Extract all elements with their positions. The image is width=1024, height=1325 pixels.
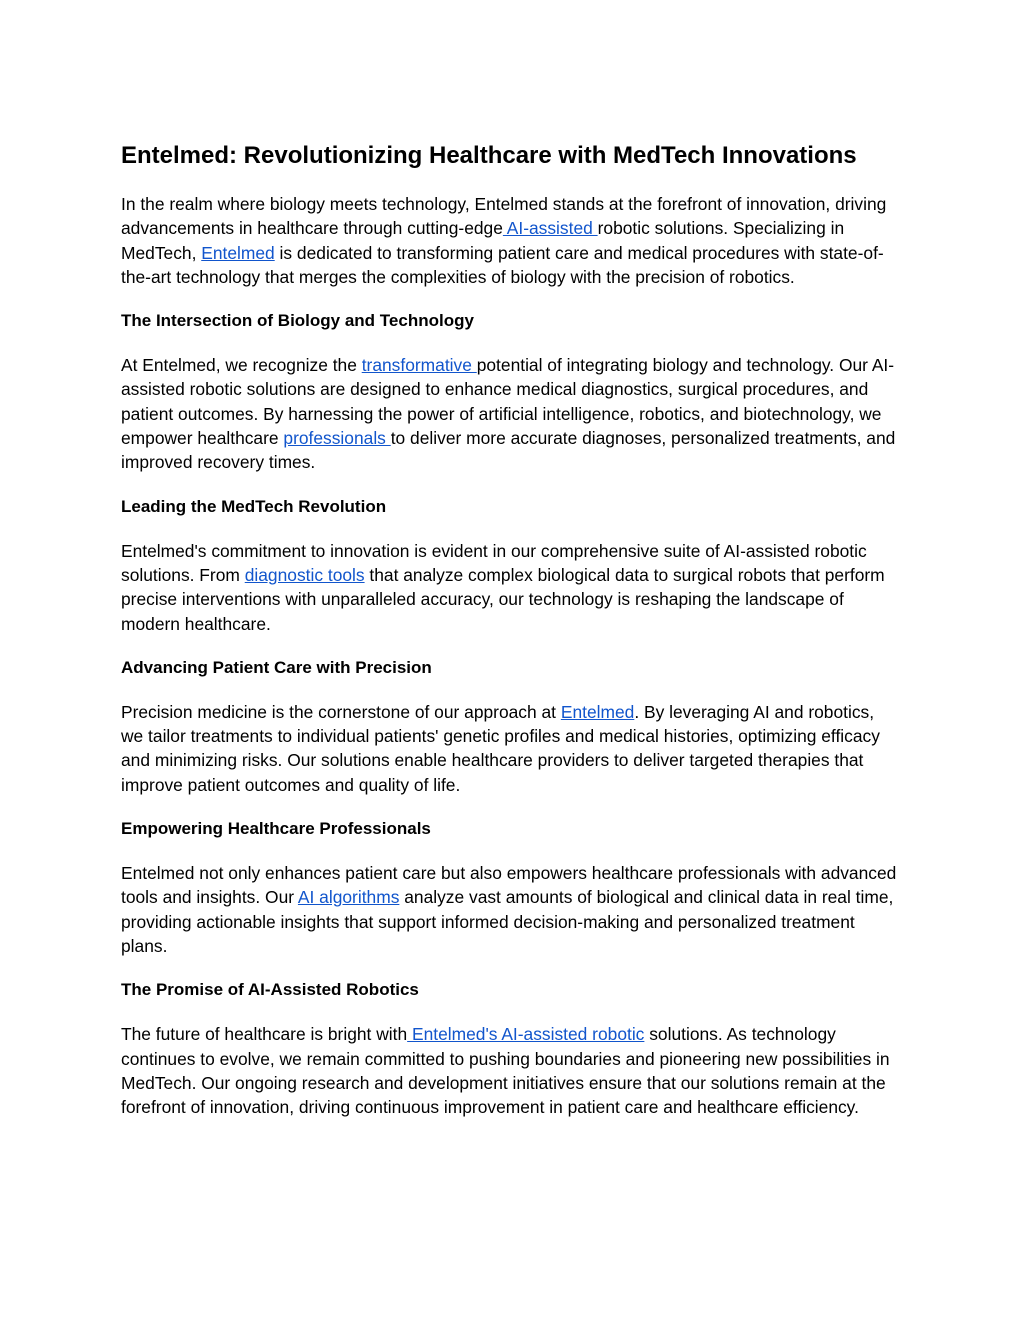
section-heading-revolution: Leading the MedTech Revolution	[121, 496, 387, 516]
section4-text-2: analyze vast amounts of biological and clinical data in real time, providing actionable insights that support informed decision-making and personalized treatment plans.	[121, 887, 894, 956]
section-paragraph-revolution	[121, 539, 901, 636]
professionals-link[interactable]: professionals	[283, 428, 391, 449]
intro-text-3: is dedicated to transforming patient care and medical procedures with state-of-the-art technology that merges the complexities of biology with the precision of robotics.	[121, 242, 884, 287]
section1-text-2: potential of integrating biology and technology. Our AI-assisted robotic solutions are designed to enhance medical diagnostics, surgical procedures, and patient outcomes. By harnessing the power of artificial intelligence, robotics, and biotechnology, we empower healthcare	[121, 355, 895, 449]
page-title: Entelmed: Revolutionizing Healthcare with MedTech Innovations	[121, 142, 857, 169]
section3-text-1: Precision medicine is the cornerstone of our approach at	[121, 701, 561, 722]
section-paragraph-robotics	[121, 1022, 901, 1119]
section-paragraph-professionals	[121, 861, 901, 958]
intro-text-2: robotic solutions. Specializing in MedTech,	[121, 218, 845, 263]
section-heading-intersection: The Intersection of Biology and Technology	[121, 311, 474, 331]
section1-text-3: to deliver more accurate diagnoses, personalized treatments, and improved recovery times.	[121, 428, 896, 473]
ai-algorithms-link[interactable]: AI algorithms	[297, 887, 400, 908]
section5-text-1: The future of healthcare is bright with	[121, 1024, 408, 1045]
section4-text-1: Entelmed not only enhances patient care but also empowers healthcare professionals with advanced tools and insights. Our	[121, 863, 897, 908]
ai-assisted-link[interactable]: AI-assisted	[502, 218, 598, 239]
section2-text-2: that analyze complex biological data to surgical robots that perform precise interventions with unparalleled accuracy, our technology is reshaping the landscape of modern healthcare.	[121, 564, 885, 634]
entelmed-link[interactable]: Entelmed	[201, 242, 275, 263]
section5-text-2: solutions. As technology continues to evolve, we remain committed to pushing boundaries and pioneering new possibilities in MedTech. Our ongoing research and development initiatives ensure that our solutions remain at the forefront of innovation, driving continuous improvement in patient care and healthcare efficiency.	[121, 1024, 890, 1118]
intro-text-1: In the realm where biology meets technology, Entelmed stands at the forefront of innovation, driving advancements in healthcare through cutting-edge	[121, 194, 887, 239]
document-page	[121, 140, 901, 1139]
intro-paragraph	[121, 192, 901, 289]
section-paragraph-precision	[121, 700, 901, 797]
transformative-link[interactable]: transformative	[361, 355, 477, 376]
section-heading-precision: Advancing Patient Care with Precision	[121, 657, 432, 677]
section-paragraph-intersection	[121, 353, 901, 474]
section2-text-1: Entelmed's commitment to innovation is evident in our comprehensive suite of AI-assisted robotic solutions. From	[121, 540, 867, 585]
section-heading-robotics: The Promise of AI-Assisted Robotics	[121, 980, 419, 1000]
section1-text-1: At Entelmed, we recognize the	[121, 355, 362, 376]
entelmed-robotic-link[interactable]: Entelmed's AI-assisted robotic	[407, 1024, 645, 1045]
diagnostic-tools-link[interactable]: diagnostic tools	[244, 564, 365, 585]
section-heading-professionals: Empowering Healthcare Professionals	[121, 819, 431, 839]
section3-text-2: . By leveraging AI and robotics, we tailor treatments to individual patients' genetic profiles and medical histories, optimizing efficacy and minimizing risks. Our solutions enable healthcare providers to deliver targeted therapies that improve patient outcomes and quality of life.	[121, 701, 880, 795]
entelmed-link-2[interactable]: Entelmed	[560, 701, 635, 722]
